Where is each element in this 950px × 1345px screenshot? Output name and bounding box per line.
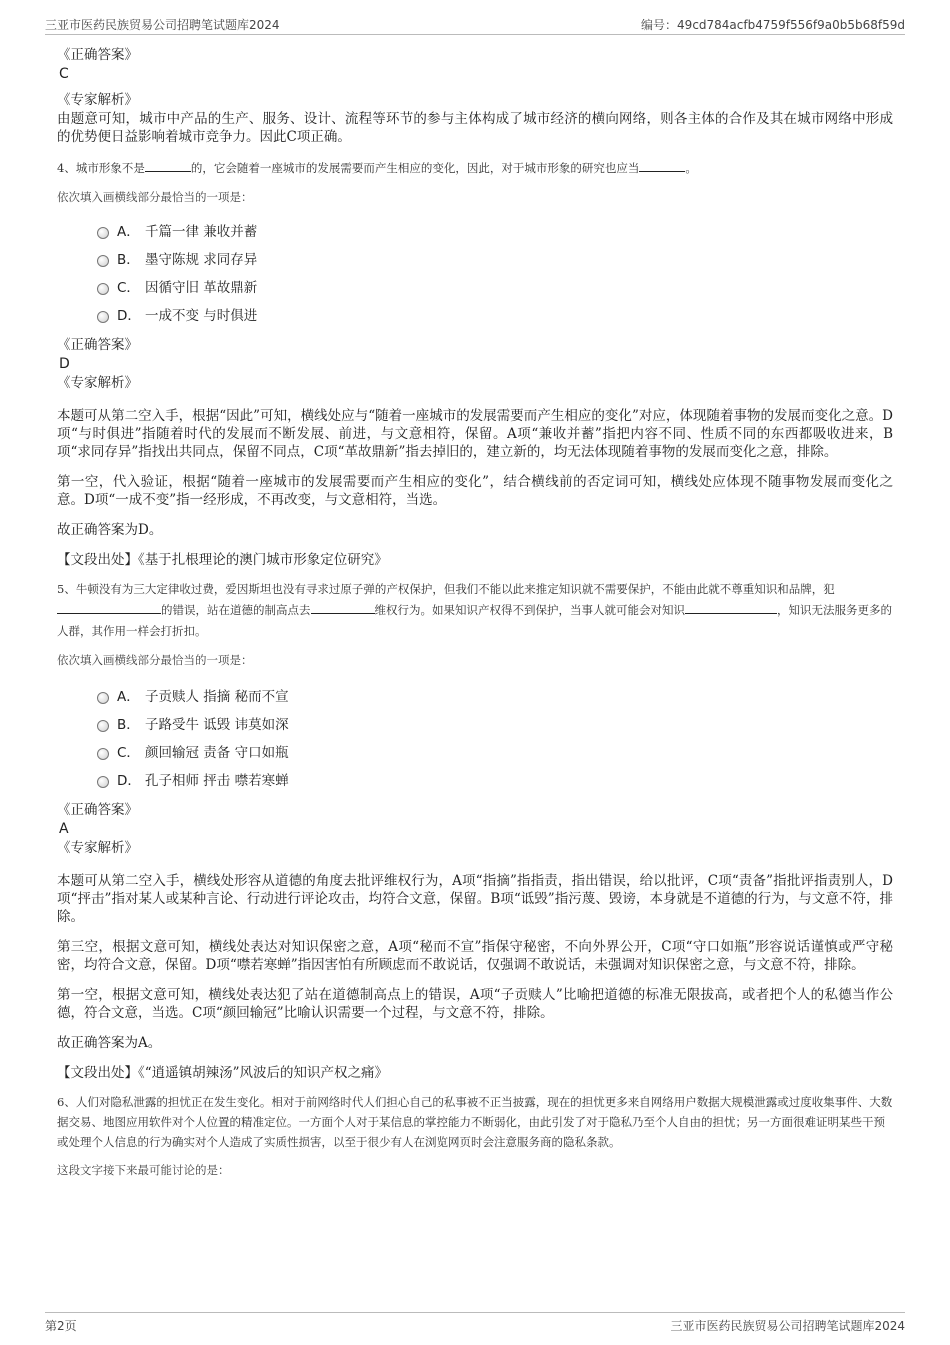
q5-text-a: 5、牛顿没有为三大定律收过费，爱因斯坦也没有寻求过原子弹的产权保护，但我们不能以此来推定知识就不需要保护，不能由此就不尊重知识和品牌，犯: [57, 582, 835, 596]
radio-icon[interactable]: [97, 748, 109, 760]
q4-source-title: 《基于扎根理论的澳门城市形象定位研究》: [138, 552, 388, 568]
radio-icon[interactable]: [97, 311, 109, 323]
q5-answer: A: [59, 821, 69, 837]
q5-source: [57, 1064, 893, 1082]
footer-page-number: 第2页: [45, 1319, 77, 1333]
page-header: [45, 14, 905, 35]
q5-option-b[interactable]: B． 子路受牛 诋毁 讳莫如深: [97, 711, 893, 739]
q3-answer: C: [59, 66, 69, 82]
q4-text-a: 4、城市形象不是: [57, 161, 145, 175]
q5-option-a[interactable]: A． 子贡赎人 指摘 秘而不宣: [97, 683, 893, 711]
q4-option-b[interactable]: B． 墨守陈规 求同存异: [97, 246, 893, 274]
q4-text-b: 的，它会随着一座城市的发展需要而产生相应的变化，因此，对于城市形象的研究也应当: [190, 161, 640, 175]
q4-option-d[interactable]: D． 一成不变 与时俱进: [97, 302, 893, 330]
radio-icon[interactable]: [97, 283, 109, 295]
q5-blank-3: [685, 601, 777, 614]
q6-prompt: 这段文字接下来最可能讨论的是：: [57, 1163, 230, 1177]
q4-option-c[interactable]: C． 因循守旧 革故鼎新: [97, 274, 893, 302]
answer-label: 《正确答案》: [57, 337, 138, 353]
q4-analysis-3: 故正确答案为D。: [57, 522, 163, 538]
radio-icon[interactable]: [97, 227, 109, 239]
page-content: [57, 46, 893, 1179]
q5-analysis-1: 本题可从第二空入手，横线处形容从道德的角度去批评维权行为，A项“指摘”指指责，指出错误，给以批评，C项“责备”指批评指责别人，D项“抨击”指对某人或某种言论、行动进行评论攻击，均符合文意，保留。B项“诋毁”指污蔑、毁谤，本身就是不道德的行为，与文意不符，排除。: [57, 873, 893, 925]
q5-blank-2: [311, 601, 375, 614]
q4-analysis-1: 本题可从第二空入手，根据“因此”可知，横线处应与“随着一座城市的发展需要而产生相应的变化”对应，体现随着事物的发展而变化之意。D项“与时俱进”指随着时代的发展而不断发展、前进，与文意相符，保留。A项“兼收并蓄”指把内容不同、性质不同的东西都吸收进来，B项“求同存异”指找出共同点，保留不同点，C项“革故鼎新”指去掉旧的，建立新的，均无法体现随着事物的发展而变化之意，排除。: [57, 408, 893, 460]
q5-text-b: 的错误，站在道德的制高点去: [161, 603, 311, 617]
q5-fill-hint: 依次填入画横线部分最恰当的一项是：: [57, 653, 253, 667]
q4-question: [57, 158, 893, 179]
source-label: 【文段出处】: [57, 1065, 138, 1081]
q5-text-d: ，知识无法服务更多的人群，其作用一样会打折扣。: [57, 603, 892, 638]
q4-answer: D: [59, 356, 70, 372]
radio-icon[interactable]: [97, 692, 109, 704]
q5-option-d[interactable]: D． 孔子相师 抨击 噤若寒蝉: [97, 767, 893, 795]
q4-options: [57, 218, 893, 330]
q5-question: [57, 579, 893, 642]
header-code-label: 编号：: [641, 18, 678, 32]
q4-analysis-2: 第一空，代入验证，根据“随着一座城市的发展需要而产生相应的变化”，结合横线前的否定词可知，横线处应体现不随事物发展而变化之意。D项“一成不变”指一经形成，不再改变，与文意相符，当选。: [57, 474, 893, 508]
source-label: 【文段出处】: [57, 552, 138, 568]
radio-icon[interactable]: [97, 776, 109, 788]
header-code: [641, 16, 905, 33]
q5-options: [57, 683, 893, 795]
q4-option-a[interactable]: A． 千篇一律 兼收并蓄: [97, 218, 893, 246]
analysis-label: 《专家解析》: [57, 840, 138, 856]
q4-blank-1: [145, 159, 191, 172]
radio-icon[interactable]: [97, 720, 109, 732]
q6-question: 6、人们对隐私泄露的担忧正在发生变化。相对于前网络时代人们担心自己的私事被不正当披露，现在的担忧更多来自网络用户数据大规模泄露或过度收集事件、大数据交易、地图应用软件对个人位置的精准定位。一方面个人对于某信息的掌控能力不断弱化，由此引发了对于隐私乃至个人自由的担忧；另一方面很难证明某些干预或处理个人信息的行为确实对个人造成了实质性损害，以至于很少有人在浏览网页时会注意服务商的隐私条款。: [57, 1095, 893, 1149]
analysis-label: 《专家解析》: [57, 92, 138, 108]
q5-source-title: 《“逍遥镇胡辣汤”风波后的知识产权之痛》: [138, 1065, 389, 1081]
q3-analysis: 由题意可知，城市中产品的生产、服务、设计、流程等环节的参与主体构成了城市经济的横向网络，则各主体的合作及其在城市网络中形成的优势便日益影响着城市竞争力。因此C项正确。: [57, 111, 893, 145]
q5-analysis-4: 故正确答案为A。: [57, 1035, 162, 1051]
header-title: 三亚市医药民族贸易公司招聘笔试题库2024: [45, 18, 280, 32]
footer-title: 三亚市医药民族贸易公司招聘笔试题库2024: [670, 1319, 905, 1333]
q5-blank-1: [57, 601, 161, 614]
answer-label: 《正确答案》: [57, 47, 138, 63]
radio-icon[interactable]: [97, 255, 109, 267]
header-code-value: 49cd784acfb4759f556f9a0b5b68f59d: [677, 18, 905, 32]
page-footer: [45, 1312, 905, 1337]
q5-text-c: 维权行为。如果知识产权得不到保护，当事人就可能会对知识: [374, 603, 685, 617]
q4-text-c: 。: [685, 161, 697, 175]
q4-fill-hint: 依次填入画横线部分最恰当的一项是：: [57, 190, 253, 204]
q5-option-c[interactable]: C． 颜回输冠 责备 守口如瓶: [97, 739, 893, 767]
q5-analysis-2: 第三空，根据文意可知，横线处表达对知识保密之意，A项“秘而不宣”指保守秘密，不向外界公开，C项“守口如瓶”形容说话谨慎或严守秘密，均符合文意，保留。D项“噤若寒蝉”指因害怕有所顾虑而不敢说话，仅强调不敢说话，未强调对知识保密之意，与文意不符，排除。: [57, 939, 893, 973]
analysis-label: 《专家解析》: [57, 375, 138, 391]
q4-source: [57, 551, 893, 569]
answer-label: 《正确答案》: [57, 802, 138, 818]
q5-analysis-3: 第一空，根据文意可知，横线处表达犯了站在道德制高点上的错误，A项“子贡赎人”比喻把道德的标准无限拔高，或者把个人的私德当作公德，符合文意，当选。C项“颜回输冠”比喻认识需要一个过程，与文意不符，排除。: [57, 987, 893, 1021]
q4-blank-2: [639, 159, 685, 172]
